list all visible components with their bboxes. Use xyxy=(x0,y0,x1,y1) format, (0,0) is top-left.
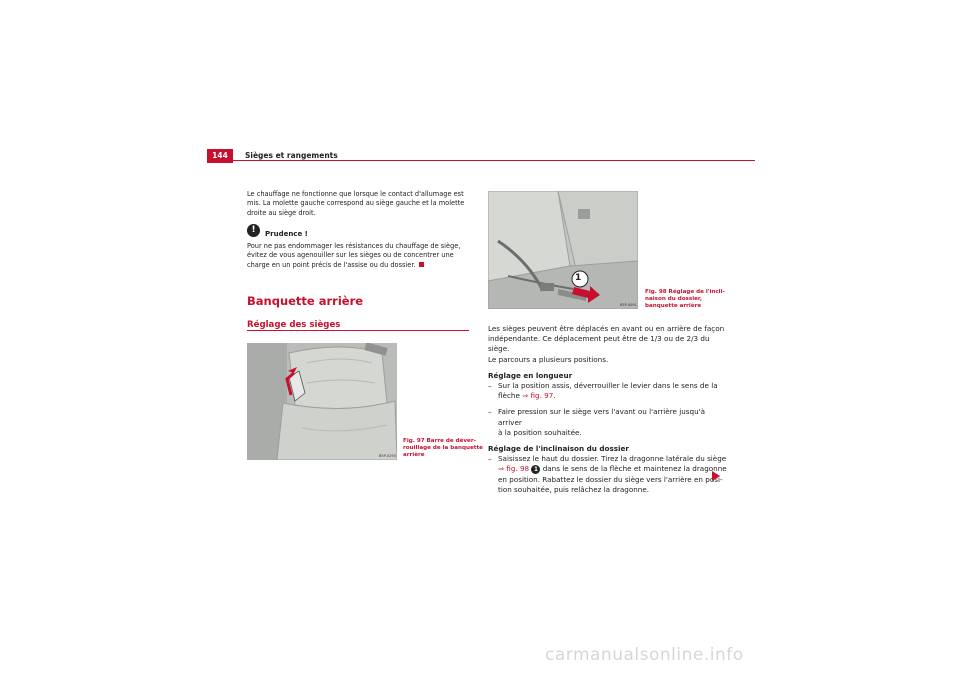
section-title: Sièges et rangements xyxy=(245,151,338,160)
right-column-text xyxy=(488,324,728,495)
figure-98-illustration xyxy=(488,191,638,309)
watermark: carmanualsonline.info xyxy=(545,645,744,665)
figure-97-code: B5P-0290 xyxy=(379,454,396,458)
callout-badge: 1 xyxy=(531,465,540,474)
figure-97-illustration xyxy=(247,343,397,460)
warning-title: Prudence ! xyxy=(265,230,308,238)
bullet-backrest: – Saisissez le haut du dossier. Tirez la dragonne latérale du siège ⇒ fig. 98 1 dans le sens de la flèche et maintenez la dragonne en position. Rabattez le dossier du siège vers l'arrière en posi- tion souhaitée, puis relâchez la dragonne. xyxy=(488,454,728,495)
exclamation-icon: ! xyxy=(247,224,260,237)
figure-98-marker: 1 xyxy=(575,273,582,283)
end-marker-icon xyxy=(419,262,424,267)
figure-97-caption: Fig. 97 Barre de déver- rouillage de la banquette arrière xyxy=(403,438,483,458)
heading-rule xyxy=(247,330,469,331)
figure-97-image xyxy=(247,343,397,460)
heading-seat-adjustment: Réglage des sièges xyxy=(247,320,341,330)
bullet-unlock-lever: – Sur la position assis, déverrouiller le levier dans le sens de la flèche ⇒ fig. 97. xyxy=(488,381,728,401)
intro-paragraph: Le chauffage ne fonctionne que lorsque le contact d'allumage est mis. La molette gauche correspond au siège gauche et la molette droite au siège droit. xyxy=(247,190,465,217)
link-fig-97[interactable]: ⇒ fig. 97 xyxy=(522,391,554,401)
figure-98-caption: Fig. 98 Réglage de l'incli- naison du dossier, banquette arrière xyxy=(645,289,725,309)
bullet-push-seat: – Faire pression sur le siège vers l'avant ou l'arrière jusqu'à arriver à la position souhaitée. xyxy=(488,407,728,438)
link-fig-98[interactable]: ⇒ fig. 98 xyxy=(498,464,530,474)
figure-98-code: B5P-0091 xyxy=(620,303,637,307)
seats-paragraph: Les sièges peuvent être déplacés en avant ou en arrière de façon indépendante. Ce déplacement peut être de 1/3 ou de 2/3 du siège. Le parcours a plusieurs positions. xyxy=(488,324,725,364)
heading-rear-bench: Banquette arrière xyxy=(247,294,364,308)
warning-text: Pour ne pas endommager les résistances du chauffage de siège, évitez de vous agenouiller sur les sièges ou de concentrer une charge en un point précis de l'assise ou du dossier. xyxy=(247,242,461,269)
page-number: 144 xyxy=(207,149,233,163)
figure-98-image xyxy=(488,191,638,309)
next-page-arrow-icon[interactable] xyxy=(712,471,720,481)
subheading-backrest: Réglage de l'inclinaison du dossier xyxy=(488,444,629,454)
subheading-length: Réglage en longueur xyxy=(488,370,573,380)
header-rule xyxy=(207,160,755,161)
